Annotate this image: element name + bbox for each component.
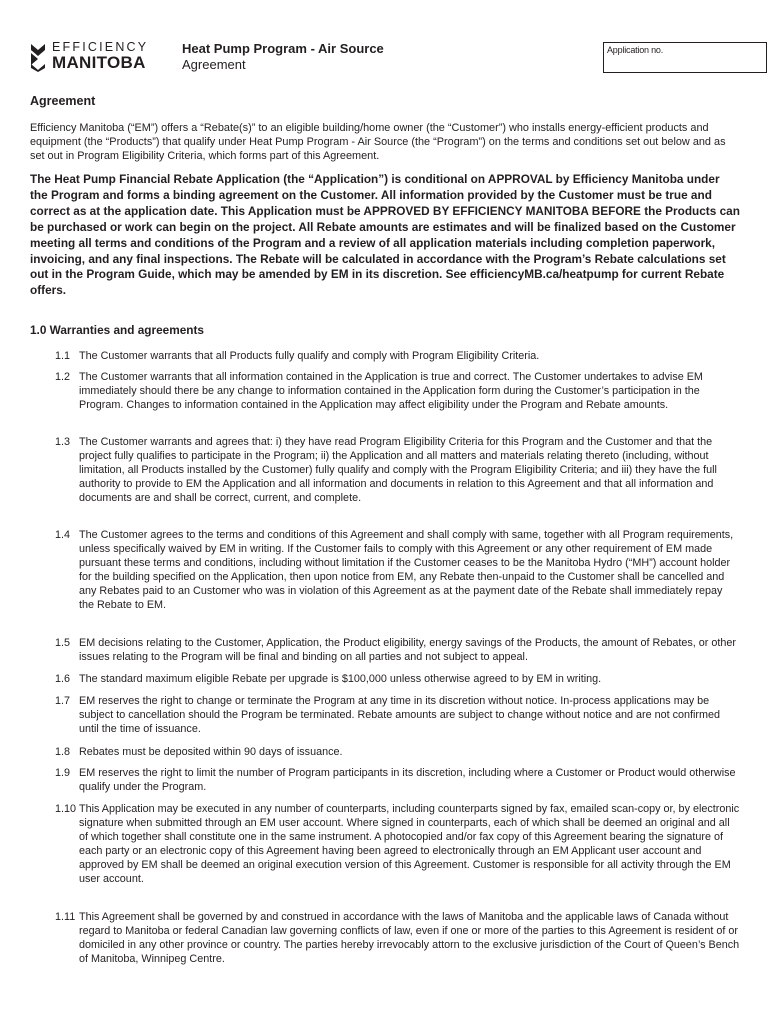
application-number-field[interactable] <box>603 42 767 73</box>
clause-item <box>55 672 740 686</box>
clause-text: EM reserves the right to limit the number of Program participants in its discretion, including where a Customer or Product would otherwise qualify under the Program. <box>79 767 736 794</box>
clause-text: EM decisions relating to the Customer, Application, the Product eligibility, energy savings of the Products, the amount of Rebates, or other issues relating to the Program will be final and binding on all parties and not subject to appeal. <box>79 637 736 664</box>
efficiency-manitoba-logo <box>30 40 155 74</box>
clause-number: 1.10 <box>55 803 77 815</box>
clause-item <box>55 745 740 759</box>
clause-text: The Customer warrants that all information contained in the Application is true and correct. The Customer undertakes to advise EM immediately should there be any change to information contained in the Application form during the Customer’s participation in the Program. Changes to information contained in the Application may affect eligibility under the Program and Rebate amounts. <box>79 371 703 412</box>
clause-text: The Customer warrants and agrees that: i) they have read Program Eligibility Criteria for this Program and the Customer and that the project fully qualifies to participate in the Program; ii) the Application and all matters and materials relating thereto (including, without limitation, all Products installed by the Customer) fully qualify and comply with the Program Eligibility Criteria; and iii) they have the full authority to provide to EM the Application and all information and documents in relation to this Agreement and that all information and documents are and shall be correct, current, and complete. <box>79 436 717 505</box>
clause-number: 1.4 <box>55 529 71 541</box>
clause-number: 1.5 <box>55 637 71 649</box>
clause-item <box>55 636 740 664</box>
clause-item <box>55 802 740 887</box>
clause-text: The Customer warrants that all Products fully qualify and comply with Program Eligibility Criteria. <box>79 350 540 362</box>
clause-text: Rebates must be deposited within 90 days of issuance. <box>79 746 343 758</box>
logo-mark-icon <box>30 42 47 72</box>
clause-text: This Application may be executed in any number of counterparts, including counterparts signed by fax, emailed scan-copy or, by electronic signature when submitted through an EM user account. Where signed in counterparts, each of which shall be deemed an original and all of which together shall constitute one in the same instrument. A photocopied and/or fax copy of this Agreement bearing the signature of each party or an electronic copy of this Agreement having been agreed to electronically through an EM Applicant user account and approved by EM shall be deemed an original execution version of this Agreement. Customer is responsible for all activity through the EM user account. <box>79 803 740 886</box>
clause-item <box>55 766 740 794</box>
clause-text: EM reserves the right to change or terminate the Program at any time in its discretion without notice. In-process applications may be subject to cancellation should the Program be terminated. Rebate amounts are subject to change without notice and are not confirmed until the time of issuance. <box>79 695 720 736</box>
clause-number: 1.1 <box>55 350 71 362</box>
clause-item <box>55 910 740 966</box>
clause-text: The Customer agrees to the terms and conditions of this Agreement and shall comply with same, together with all Program requirements, unless specifically waived by EM in writing. If the Customer fails to comply with this Agreement or any other requirement of EM made pursuant these terms and conditions, including without limitation if the Customer ceases to be the Manitoba Hydro (“MH”) account holder for the building specified on the Application, then upon notice from EM, any Rebate then-unpaid to the Customer shall be cancelled and any Rebates paid to an Customer who was in violation of this Agreement as at the payment date of the Rebate shall immediately repay the Rebate to EM. <box>79 529 734 612</box>
section-heading: 1.0 Warranties and agreements <box>30 323 204 337</box>
clause-item <box>55 370 740 412</box>
document-title-block <box>182 41 384 73</box>
clause-number: 1.8 <box>55 746 71 758</box>
intro-paragraph: Efficiency Manitoba (“EM”) offers a “Rebate(s)” to an eligible building/home owner (the “Customer”) who installs energy-efficient products and equipment (the “Products”) that qualify under Heat Pump Program - Air Source (the “Program”) on the terms and conditions set out below and as set out in Program Eligibility Criteria, which forms part of this Agreement. <box>30 122 726 163</box>
clause-number: 1.2 <box>55 371 71 383</box>
application-number-label: Application no. <box>607 45 664 55</box>
clause-text: The standard maximum eligible Rebate per upgrade is $100,000 unless otherwise agreed to by EM in writing. <box>79 673 602 685</box>
clause-item <box>55 528 740 613</box>
clause-item <box>55 349 740 363</box>
agreement-heading: Agreement <box>30 94 96 108</box>
clause-number: 1.3 <box>55 436 71 448</box>
clause-number: 1.11 <box>55 911 76 923</box>
clause-number: 1.9 <box>55 767 71 779</box>
document-subtitle: Agreement <box>182 57 246 72</box>
clause-number: 1.6 <box>55 673 71 685</box>
clause-item <box>55 435 740 505</box>
clause-text: This Agreement shall be governed by and construed in accordance with the laws of Manitoba and the applicable laws of Canada without regard to Manitoba or federal Canadian law governing conflicts of law, even if one or more of the parties to this Agreement is resident of or domiciled in any other province or country. The parties hereby irrevocably attorn to the exclusive jurisdiction of the Court of Queen’s Bench of Manitoba, Winnipeg Centre. <box>79 911 740 966</box>
clause-number: 1.7 <box>55 695 71 707</box>
logo-text-manitoba: MANITOBA <box>52 53 146 72</box>
conditions-paragraph: The Heat Pump Financial Rebate Application (the “Application”) is conditional on APPROVAL by Efficiency Manitoba under the Program and forms a binding agreement on the Customer. All information provided by the Customer must be true and correct as at the application date. This Application must be APPROVED BY EFFICIENCY MANITOBA BEFORE the Products can be purchased or work can begin on the project. All Rebate amounts are estimates and will be finalized based on the Customer meeting all terms and conditions of the Program and a review of all application materials including completion paperwork, invoicing, and any final inspections. The Rebate will be calculated in accordance with the Program’s Rebate calculations set out in the Program Guide, which may be amended by EM in its discretion. See efficiencyMB.ca/heatpump for current Rebate offers. <box>30 172 740 298</box>
logo-text-efficiency: EFFICIENCY <box>52 40 149 54</box>
document-title: Heat Pump Program - Air Source <box>182 41 384 56</box>
clause-item <box>55 694 740 736</box>
